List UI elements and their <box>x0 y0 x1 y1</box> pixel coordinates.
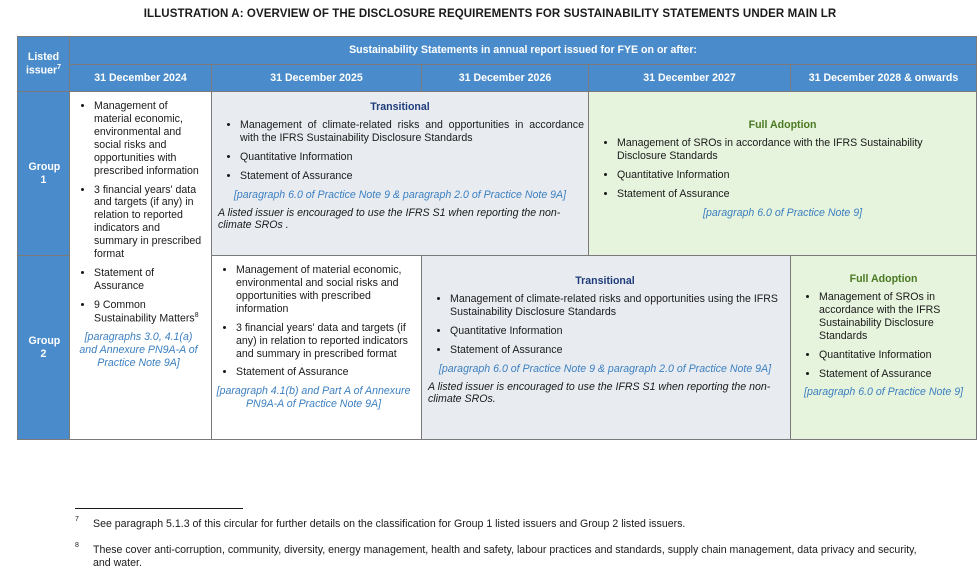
group1-full-adoption-cell <box>589 92 977 256</box>
group2-full-ref: [paragraph 6.0 of Practice Note 9] <box>804 386 964 399</box>
list-item: • Management of material economic, environmental and social risks and opportunities with prescribed information <box>236 264 415 316</box>
list-item: • Management of material economic, environmental and social risks and opportunities with prescribed information <box>94 100 205 178</box>
date-header-2026: 31 December 2026 <box>422 65 589 92</box>
header-row-1 <box>18 37 977 65</box>
list-item: • Statement of Assurance <box>617 188 972 201</box>
group1-full-ref: [paragraph 6.0 of Practice Note 9] <box>703 206 863 219</box>
group1-2024-list <box>70 100 205 325</box>
group2-transitional-list <box>426 293 784 357</box>
date-header-2025: 31 December 2025 <box>212 65 422 92</box>
list-item: • 3 financial years' data and targets (if any) in relation to reported indicators and summary in prescribed format <box>94 184 205 262</box>
list-item: • Statement of Assurance <box>450 344 784 357</box>
group2-2025-cell <box>212 256 422 440</box>
header-row-dates <box>18 65 977 92</box>
list-item: • Statement of Assurance <box>94 267 205 293</box>
list-item: • Quantitative Information <box>240 151 584 164</box>
group1-transitional-note: A listed issuer is encouraged to use the IFRS S1 when reporting the non-climate SROs . <box>218 206 561 232</box>
list-item: • Management of SROs in accordance with the IFRS Sustainability Disclosure Standards <box>819 291 972 343</box>
group2-2025-ref: [paragraph 4.1(b) and Part A of Annexure PN9A-A of Practice Note 9A] <box>216 385 411 411</box>
transitional-heading: Transitional <box>575 275 635 287</box>
transitional-heading: Transitional <box>370 101 430 113</box>
fye-span-header: Sustainability Statements in annual report issued for FYE on or after: <box>70 37 977 65</box>
illustration-title: ILLUSTRATION A: OVERVIEW OF THE DISCLOSURE REQUIREMENTS FOR SUSTAINABILITY STATEMENTS UNDER MAIN LR <box>143 8 837 20</box>
group1-row <box>18 92 977 256</box>
full-adoption-heading: Full Adoption <box>748 119 817 131</box>
list-item: • Quantitative Information <box>819 349 972 362</box>
footnote-8: 8 These cover anti-corruption, community, diversity, energy management, health and safety, labour practices and standards, supply chain management, data privacy and security, and water. <box>75 542 917 570</box>
group2-label: Group 2 <box>18 256 70 440</box>
date-header-2027: 31 December 2027 <box>589 65 791 92</box>
date-header-2028: 31 December 2028 & onwards <box>791 65 977 92</box>
group1-label: Group 1 <box>18 92 70 256</box>
list-item: • Quantitative Information <box>617 169 972 182</box>
list-item: • Statement of Assurance <box>819 368 972 381</box>
list-item: • Management of SROs in accordance with the IFRS Sustainability Disclosure Standards <box>617 137 972 163</box>
footnote-7: 7 See paragraph 5.1.3 of this circular for further details on the classification for Group 1 listed issuers and Group 2 listed issuers. <box>75 516 686 530</box>
list-item: • Management of climate-related risks and opportunities using the IFRS Sustainability Disclosure Standards <box>450 293 784 319</box>
full-adoption-heading: Full Adoption <box>849 273 918 285</box>
date-header-2024: 31 December 2024 <box>70 65 212 92</box>
group1-2024-ref: [paragraphs 3.0, 4.1(a) and Annexure PN9A-A of Practice Note 9A] <box>79 331 198 370</box>
group1-2024-cell <box>70 92 212 440</box>
group2-transitional-note: A listed issuer is encouraged to use the IFRS S1 when reporting the non-climate SROs. <box>428 380 771 406</box>
group2-transitional-ref: [paragraph 6.0 of Practice Note 9 & paragraph 2.0 of Practice Note 9A] <box>438 362 772 375</box>
list-item: • 9 Common Sustainability Matters$^8$ <box>94 299 205 325</box>
group2-full-list <box>795 291 972 381</box>
footnote-divider <box>75 508 243 509</box>
list-item: • Statement of Assurance <box>236 366 415 379</box>
group1-transitional-list <box>216 119 584 183</box>
group1-transitional-ref: [paragraph 6.0 of Practice Note 9 & paragraph 2.0 of Practice Note 9A] <box>233 188 567 201</box>
list-item: • Quantitative Information <box>450 325 784 338</box>
group2-transitional-cell <box>422 256 791 440</box>
list-item: • Management of climate-related risks and opportunities in accordance with the IFRS Sustainability Disclosure Standards <box>240 119 584 145</box>
list-item: • Statement of Assurance <box>240 170 584 183</box>
group2-2025-list <box>212 264 415 379</box>
group1-full-list <box>593 137 972 201</box>
disclosure-requirements-table <box>17 36 977 440</box>
group1-transitional-cell <box>212 92 589 256</box>
group2-full-adoption-cell <box>791 256 977 440</box>
listed-issuer-header: Listed issuer$^7$ <box>18 37 70 92</box>
list-item: • 3 financial years' data and targets (if any) in relation to reported indicators and summary in prescribed format <box>236 322 415 361</box>
